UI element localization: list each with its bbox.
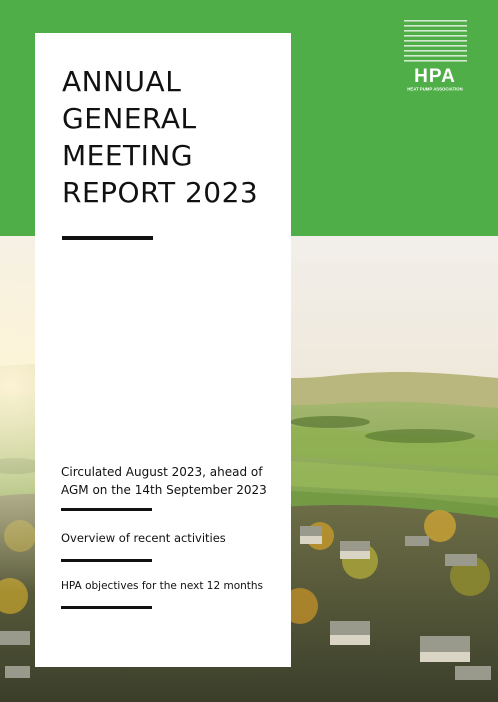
hpa-logo-mark <box>398 20 473 92</box>
divider-line <box>61 508 152 511</box>
hpa-logo-tagline: HEAT PUMP ASSOCIATION <box>407 86 463 92</box>
circulated-note: Circulated August 2023, ahead of AGM on the 14th September 2023 <box>61 465 267 497</box>
report-title: ANNUAL GENERAL MEETING REPORT 2023 <box>62 65 259 209</box>
white-title-panel <box>35 33 291 667</box>
hpa-logo-letters: HPA <box>414 66 456 87</box>
overview-item: Overview of recent activities <box>61 531 226 545</box>
divider-line <box>61 606 152 609</box>
title-divider <box>62 236 153 240</box>
hpa-logo <box>398 20 473 92</box>
divider-line <box>61 559 152 562</box>
objectives-item: HPA objectives for the next 12 months <box>61 580 264 592</box>
